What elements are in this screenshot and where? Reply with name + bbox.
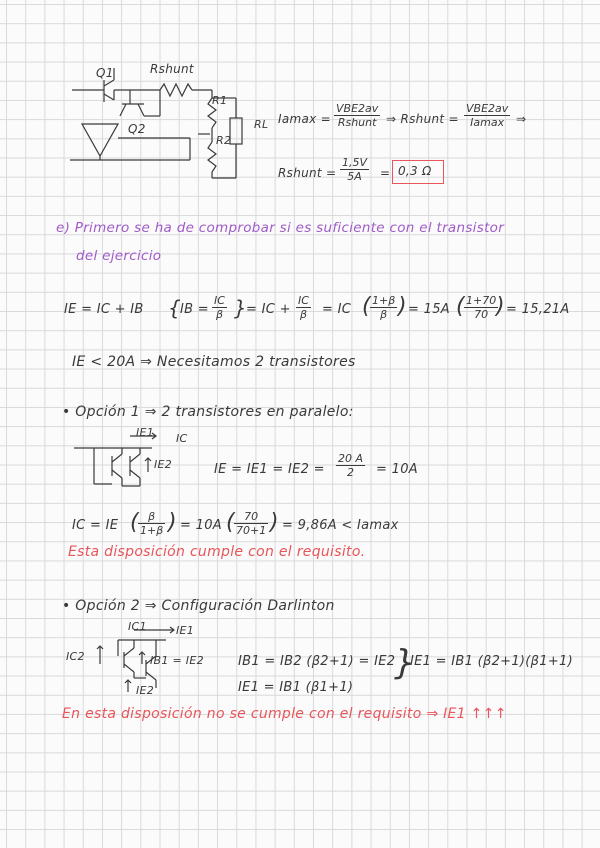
option1-ic-paren-open-2: ( [226, 510, 235, 535]
conclusion-text: IE < 20A ⇒ Necesitamos 2 transistores [72, 354, 356, 370]
option1-ic-den2: 70+1 [236, 524, 267, 537]
section-e-line2: del ejercicio [76, 248, 162, 264]
option1-ic-num2: 70 [234, 510, 268, 524]
option1-title: • Opción 1 ⇒ 2 transistores en paralelo: [62, 404, 354, 420]
ie-eq-paren-close-2: ) [496, 294, 505, 319]
option2-ie2-label: IE2 [136, 684, 155, 697]
ie-eq-c-frac [296, 294, 311, 321]
circuit-label-q1: Q1 [96, 66, 114, 80]
option1-note: Esta disposición cumple con el requisito. [68, 544, 366, 560]
ie-eq-b: IB = [180, 302, 209, 317]
option1-ic-paren-close-2: ) [270, 510, 279, 535]
option2-title: • Opción 2 ⇒ Configuración Darlinton [62, 598, 335, 614]
formula2-lhs: Rshunt = [278, 166, 337, 180]
formula2-den: 5A [347, 170, 362, 183]
circuit-label-r2: R2 [216, 134, 232, 147]
option1-ic-b: = 10A [180, 518, 222, 533]
ie-eq-d: = IC [322, 302, 352, 317]
option2-eq2: IE1 = IB1 (β1+1) [238, 680, 354, 695]
ie-eq-e-den: 70 [474, 308, 489, 321]
option1-ic-den: 1+β [140, 524, 164, 537]
option1-ic-num: β [138, 510, 165, 524]
ie-eq-b-num: IC [214, 294, 225, 307]
circuit-label-q2: Q2 [128, 122, 146, 136]
ie-eq-c: = IC + [246, 302, 291, 317]
ie-eq-b-frac [212, 294, 227, 321]
option1-eq-rhs: = 10A [376, 462, 418, 477]
option1-ic-frac1 [138, 510, 165, 537]
formula2-fraction [340, 156, 369, 183]
section-e-line1: e) Primero se ha de comprobar si es suficiente con el transistor [56, 220, 505, 236]
option2-eq1: IB1 = IB2 (β2+1) = IE2 [238, 654, 396, 669]
formula1-fraction2 [464, 102, 510, 129]
ie-eq-paren-open-1: ( [362, 294, 371, 319]
option1-eq-lhs: IE = IE1 = IE2 = [214, 462, 325, 477]
option2-ie1-label: IE1 [176, 624, 195, 637]
circuit-label-rl: RL [254, 118, 269, 131]
option1-ic-paren-open-1: ( [130, 510, 139, 535]
formula2-num: 1,5V [342, 156, 368, 169]
formula1-num: VBE2av [336, 102, 379, 115]
option1-ie2-label: IE2 [154, 458, 173, 471]
formula1-end: ⇒ [516, 112, 527, 126]
option2-ib1-label: IB1 = IE2 [150, 654, 204, 667]
ie-eq-brace-close: } [234, 296, 248, 320]
option1-eq-num: 20 A [338, 452, 364, 465]
ie-eq-e-num: 1+70 [466, 294, 497, 307]
option2-note: En esta disposición no se cumple con el requisito ⇒ IE1 ↑↑↑ [62, 706, 507, 722]
option1-ic-frac2 [234, 510, 268, 537]
ie-eq-d-num: 1+β [372, 294, 396, 307]
option1-ic-a: IC = IE [72, 518, 119, 533]
ie-eq-c-den: β [299, 308, 307, 321]
ie-eq-f: = 15,21A [506, 302, 570, 317]
option2-brace: } [394, 643, 416, 683]
formula2-result: 0,3 Ω [398, 164, 432, 178]
option1-eq-den: 2 [347, 466, 355, 479]
ie-eq-paren-close-1: ) [398, 294, 407, 319]
ie-eq-c-num: IC [298, 294, 309, 307]
circuit-label-rshunt: Rshunt [150, 62, 194, 76]
ie-eq-paren-open-2: ( [456, 294, 465, 319]
ie-eq-a: IE = IC + IB [64, 302, 144, 317]
ie-eq-d-frac [370, 294, 397, 321]
option1-ic-label: IC [176, 432, 188, 445]
formula1-den: Rshunt [337, 116, 377, 129]
formula1-den2: Iamax [470, 116, 505, 129]
formula1-mid: ⇒ Rshunt = [386, 112, 459, 126]
option1-ic-paren-close-1: ) [168, 510, 177, 535]
formula1-fraction [334, 102, 380, 129]
option1-ic-c: = 9,86A < Iamax [282, 518, 399, 533]
ie-eq-e: = 15A [408, 302, 450, 317]
ie-eq-b-den: β [215, 308, 223, 321]
option1-eq-frac [336, 452, 365, 479]
ie-eq-e-frac [464, 294, 498, 321]
option2-eq3: IE1 = IB1 (β2+1)(β1+1) [410, 654, 573, 669]
formula2-eq: = [380, 166, 391, 180]
formula1-lhs: Iamax = [278, 112, 332, 126]
circuit-label-r1: R1 [212, 94, 228, 107]
ie-eq-brace-open: { [168, 296, 182, 320]
option1-ie1-label: IE1 [136, 426, 155, 439]
ie-eq-d-den: β [380, 308, 388, 321]
option2-ic2-label: IC2 [66, 650, 85, 663]
formula1-num2: VBE2av [466, 102, 509, 115]
option2-ic1-label: IC1 [128, 620, 147, 633]
